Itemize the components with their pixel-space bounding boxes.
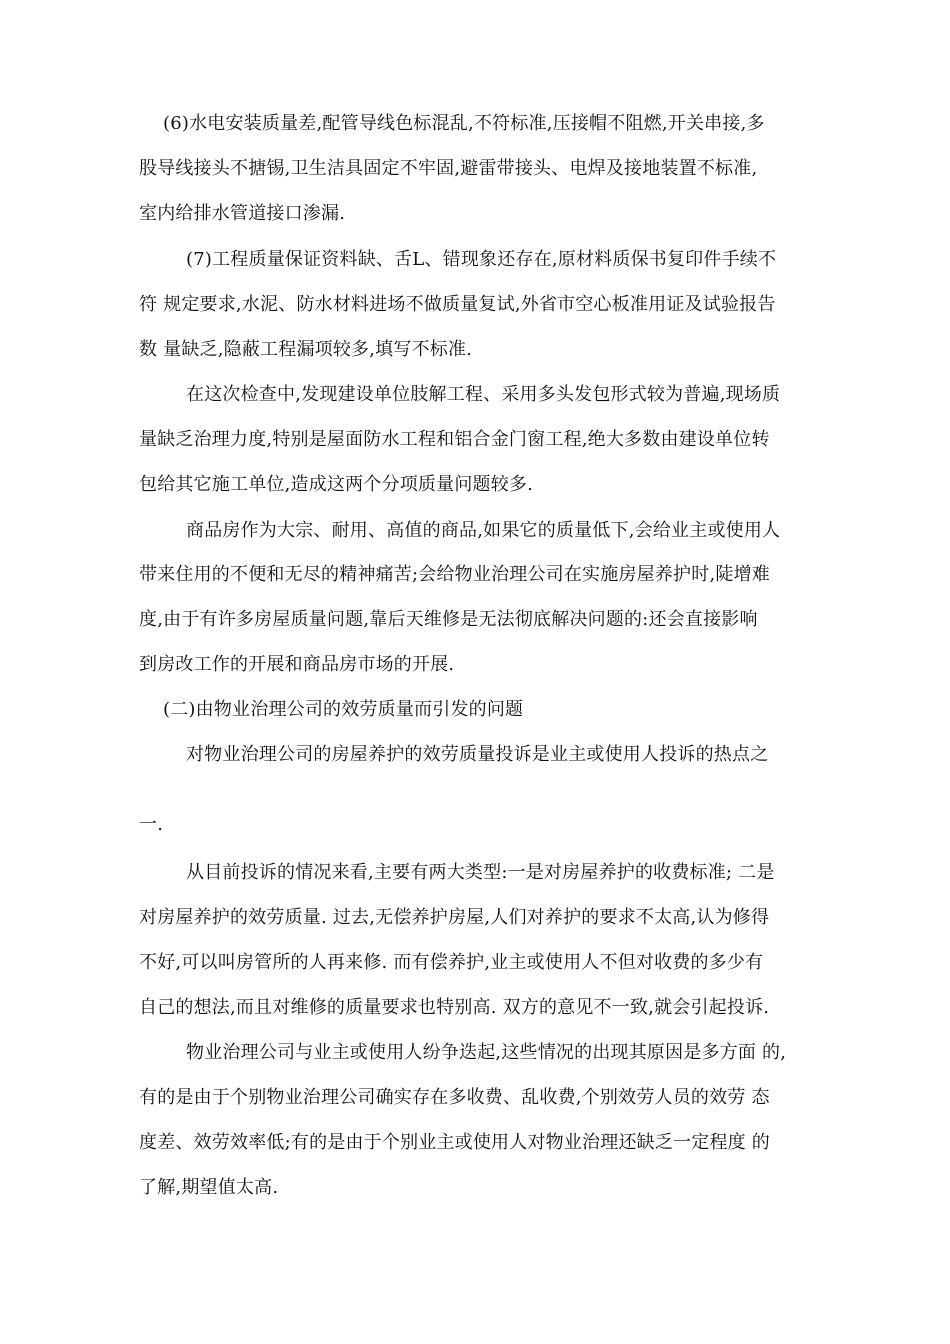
paragraph-line: 到房改工作的开展和商品房市场的开展. — [139, 654, 455, 675]
paragraph-line: 物业治理公司与业主或使用人纷争迭起,这些情况的出现其原因是多方面 的, — [186, 1042, 787, 1063]
paragraph-line: 股导线接头不搪锡,卫生洁具固定不牢固,避雷带接头、电焊及接地装置不标准, — [139, 158, 758, 179]
paragraph-line: (6)水电安装质量差,配管导线色标混乱,不符标准,压接帽不阻燃,开关串接,多 — [163, 113, 765, 134]
paragraph-line: 了解,期望值太高. — [139, 1177, 279, 1198]
paragraph-line: 度差、效劳效率低;有的是由于个别业主或使用人对物业治理还缺乏一定程度 的 — [139, 1132, 770, 1153]
paragraph-line: (7)工程质量保证资料缺、舌L、错现象还存在,原材料质保书复印件手续不 — [186, 249, 777, 270]
paragraph-line: 对物业治理公司的房屋养护的效劳质量投诉是业主或使用人投诉的热点之 — [186, 744, 769, 765]
paragraph-line: 对房屋养护的效劳质量. 过去,无偿养护房屋,人们对养护的要求不太高,认为修得 — [139, 907, 770, 928]
paragraph-line: 在这次检查中,发现建设单位肢解工程、采用多头发包形式较为普遍,现场质 — [186, 384, 781, 405]
paragraph-line: 一. — [139, 814, 164, 835]
paragraph-line: 包给其它施工单位,造成这两个分项质量问题较多. — [139, 474, 534, 495]
section-heading: (二)由物业治理公司的效劳质量而引发的问题 — [163, 699, 524, 720]
paragraph-line: 符 规定要求,水泥、防水材料进场不做质量复试,外省市空心板准用证及试验报告 — [139, 294, 776, 315]
paragraph-line: 从目前投诉的情况来看,主要有两大类型:一是对房屋养护的收费标准; 二是 — [186, 862, 775, 883]
paragraph-line: 量缺乏治理力度,特别是屋面防水工程和铝合金门窗工程,绝大多数由建设单位转 — [139, 429, 770, 450]
paragraph-line: 自己的想法,而且对维修的质量要求也特别高. 双方的意见不一致,就会引起投诉. — [139, 997, 770, 1018]
paragraph-line: 度,由于有许多房屋质量问题,靠后天维修是无法彻底解决问题的:还会直接影响 — [139, 609, 758, 630]
paragraph-line: 带来住用的不便和无尽的精神痛苦;会给物业治理公司在实施房屋养护时,陡增难 — [139, 564, 770, 585]
paragraph-line: 室内给排水管道接口渗漏. — [139, 203, 346, 224]
paragraph-line: 不好,可以叫房管所的人再来修. 而有偿养护,业主或使用人不但对收费的多少有 — [139, 952, 764, 973]
paragraph-line: 有的是由于个别物业治理公司确实存在多收费、乱收费,个别效劳人员的效劳 态 — [139, 1087, 770, 1108]
paragraph-line: 数 量缺乏,隐蔽工程漏项较多,填写不标准. — [139, 339, 473, 360]
paragraph-line: 商品房作为大宗、耐用、高值的商品,如果它的质量低下,会给业主或使用人 — [186, 520, 781, 541]
